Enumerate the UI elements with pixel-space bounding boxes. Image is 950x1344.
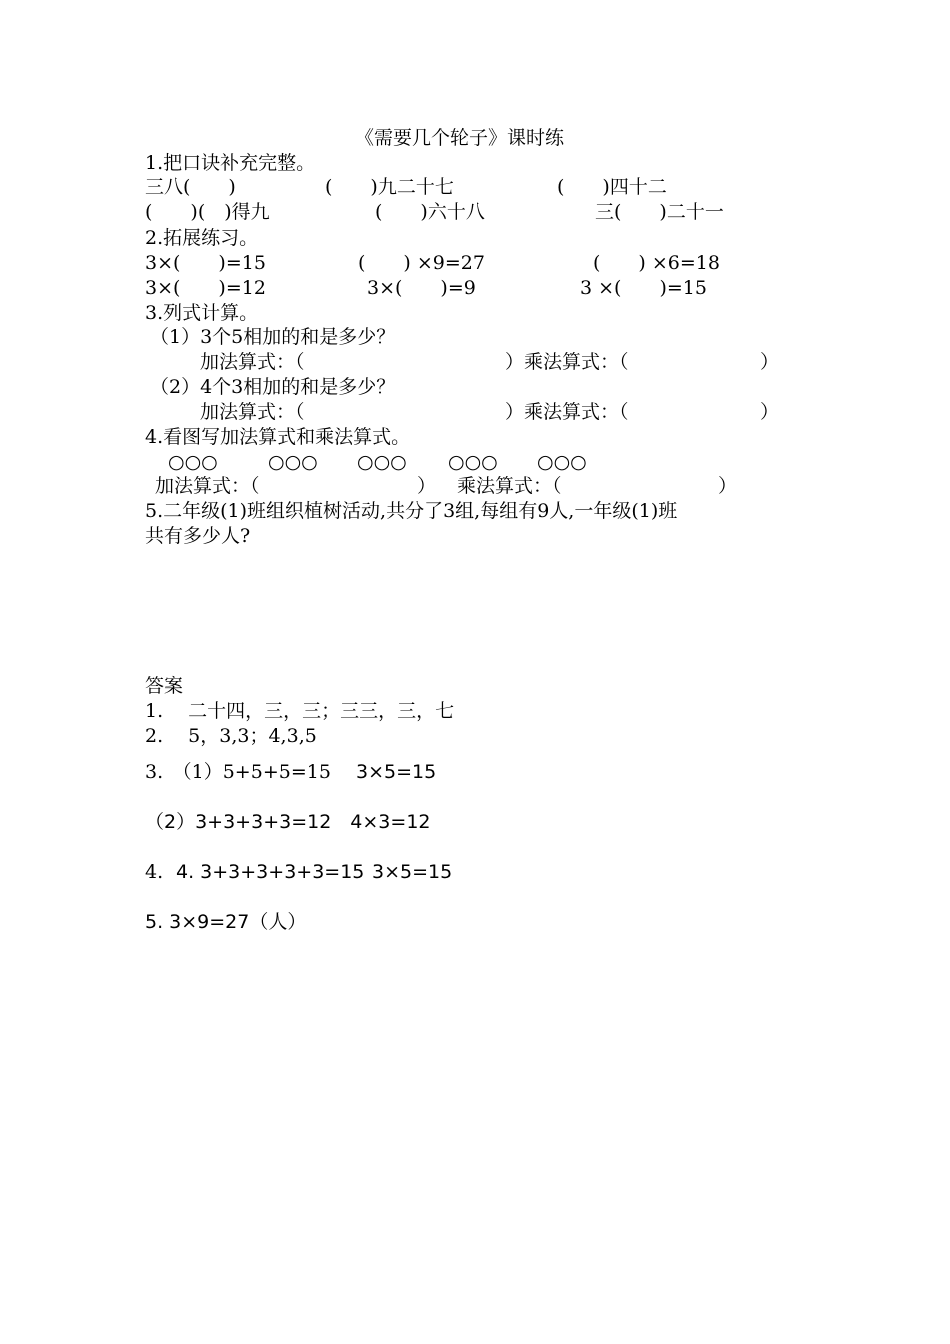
answer-1: 1. 二十四，三，三；三三，三，七 (145, 700, 455, 722)
answer-4-sum: 4. 3+3+3+3+3=15 (176, 861, 365, 883)
circle-group: ○○○ (357, 451, 407, 473)
q1-blank: 三八( ) (145, 176, 236, 198)
q3-part1-question: （1）3个5相加的和是多少？ (150, 326, 396, 348)
answer-4-product: 3×5=15 (372, 861, 453, 883)
q4-add-close: ） (417, 475, 437, 497)
q1-blank: ( )四十二 (557, 176, 667, 198)
answers-heading: 答案 (145, 675, 184, 697)
q2-equation: 3 ×( )=15 (580, 277, 707, 299)
q2-equation: 3×( )=15 (145, 252, 266, 274)
q1-blank: ( )六十八 (375, 201, 485, 223)
q5-line2: 共有多少人? (145, 525, 251, 547)
q4-mul-close: ） (718, 475, 738, 497)
q1-blank: ( )( )得九 (145, 201, 270, 223)
q3-part2-mul-label: ）乘法算式：（ (505, 401, 629, 423)
q1-blank: 三( )二十一 (595, 201, 724, 223)
q2-equation: 3×( )=9 (367, 277, 476, 299)
answer-2: 2. 5，3,3；4,3,5 (145, 725, 317, 747)
circle-group: ○○○ (268, 451, 318, 473)
q1-blank: ( )九二十七 (325, 176, 454, 198)
answer-3a-product: 3×5=15 (356, 761, 437, 783)
q2-equation: ( ) ×9=27 (358, 252, 485, 274)
q4-mul-label: 乘法算式：（ (457, 475, 562, 497)
q3-part1-mul-label: ）乘法算式：（ (505, 351, 629, 373)
answer-3b: （2）3+3+3+3=12 4×3=12 (145, 811, 431, 833)
q3-heading: 3.列式计算。 (145, 302, 259, 324)
q2-heading: 2.拓展练习。 (145, 227, 259, 249)
q3-part2-question: （2）4个3相加的和是多少？ (150, 376, 396, 398)
q2-equation: ( ) ×6=18 (593, 252, 720, 274)
q4-heading: 4.看图写加法算式和乘法算式。 (145, 426, 411, 448)
q1-heading: 1.把口诀补充完整。 (145, 152, 316, 174)
q2-equation: 3×( )=12 (145, 277, 266, 299)
q3-part1-add-label: 加法算式：（ (200, 351, 305, 373)
circle-group: ○○○ (448, 451, 498, 473)
q4-add-label: 加法算式：（ (155, 475, 260, 497)
answer-3a: 3. （1）5+5+5=15 (145, 761, 331, 783)
answer-4-number: 4. (145, 861, 164, 883)
answer-5: 5. 3×9=27（人） (145, 911, 307, 933)
q3-part2-add-label: 加法算式：（ (200, 401, 305, 423)
page-title: 《需要几个轮子》课时练 (355, 127, 565, 149)
circle-group: ○○○ (168, 451, 218, 473)
circle-group: ○○○ (537, 451, 587, 473)
q5-line1: 5.二年级(1)班组织植树活动,共分了3组,每组有9人,一年级(1)班 (145, 500, 678, 522)
q3-part1-close: ） (760, 351, 780, 373)
q3-part2-close: ） (760, 401, 780, 423)
